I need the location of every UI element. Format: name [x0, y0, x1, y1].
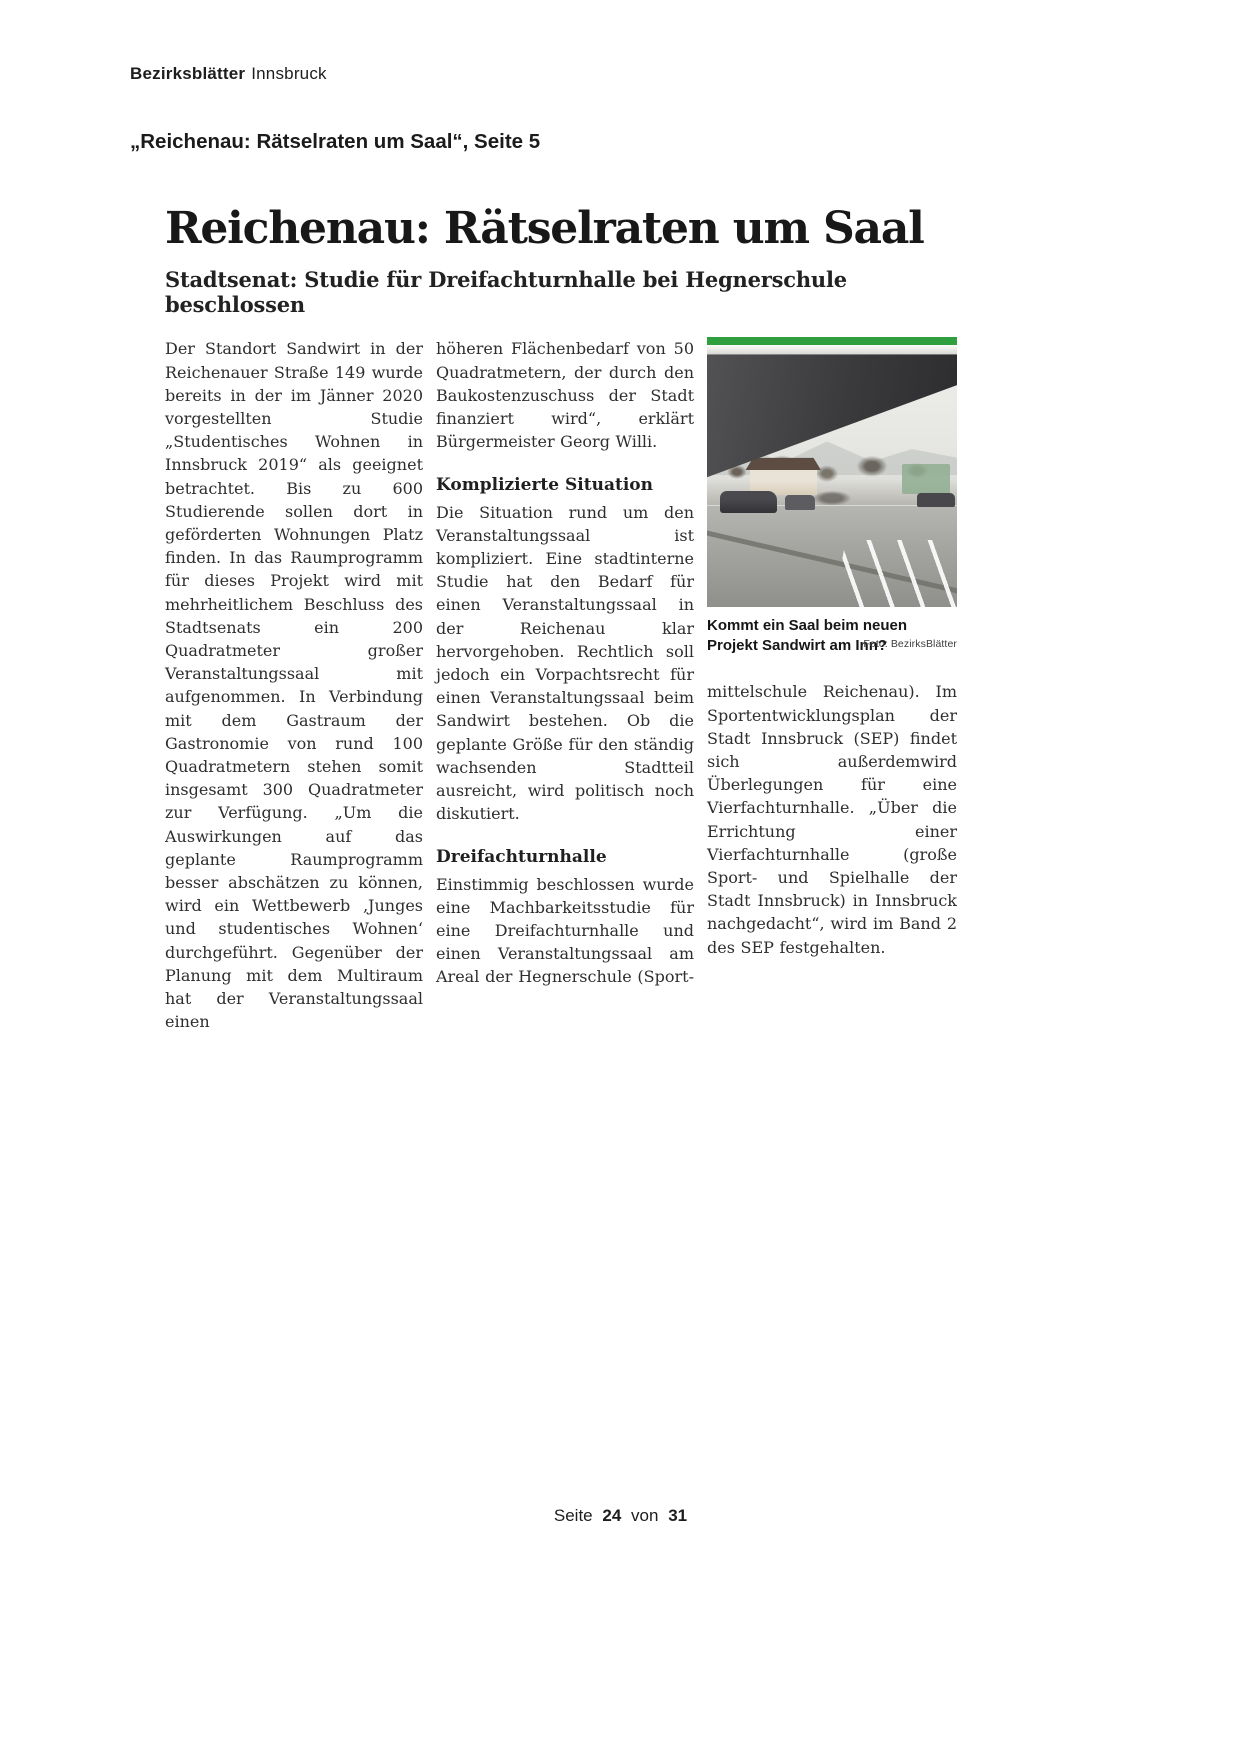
article-photo	[707, 337, 957, 607]
section-heading-dreifachturnhalle: Dreifachturnhalle	[436, 847, 607, 868]
article-headline: Reichenau: Rätselraten um Saal	[165, 203, 924, 254]
photo-parked-car	[785, 495, 815, 510]
publication-name: Bezirksblätter	[130, 64, 246, 83]
photo-caption	[707, 616, 957, 656]
footer-label-seite: Seite	[553, 1506, 593, 1525]
photo-parking-lines	[832, 540, 957, 608]
section-heading-komplizierte-situation: Komplizierte Situation	[436, 475, 653, 496]
photo-parked-car-right	[917, 493, 955, 508]
article-column-1	[165, 337, 423, 1033]
footer-label-von: von	[631, 1506, 659, 1525]
paragraph: Die Situation rund um den Veranstaltungssaal ist kompliziert. Eine stadtinterne Studie hat den Bedarf für einen Veranstaltungssaal in der Reichenau klar hervorgehoben. Rechtlich soll jedoch ein Vorpachtsrecht für einen Veranstaltungssaal beim Sandwirt bestehen. Ob die geplante Größe für den ständig wachsenden Stadtteil ausreicht, wird politisch noch diskutiert.	[436, 502, 694, 824]
paragraph: Der Standort Sandwirt in der Reichenauer Straße 149 wurde bereits in der im Jänner 2020 vorgestellten Studie „Studentisches Wohnen in Innsbruck 2019“ als geeignet betrachtet. Bis zu 600 Studierende sollen dort in geförderten Wohnungen Platz finden. In das Raumprogramm für dieses Projekt wird mit mehrheitlichem Beschluss des Stadtsenats ein 200 Quadratmeter großer Veranstaltungssaal mit aufgenommen. In Verbindung mit dem Gastraum der Gastronomie von rund 100 Quadratmetern stehen somit insgesamt 300 Quadratmeter zur Verfügung. „Um die Auswirkungen auf das geplante Raumprogramm besser abschätzen zu können, wird ein Wettbewerb ‚Junges und studentisches Wohnen‘ durchgeführt. Gegenüber der Planung mit dem Multiraum hat der Veranstaltungssaal einen	[165, 339, 423, 1032]
paragraph: mittelschule Reichenau). Im Sportentwicklungsplan der Stadt Innsbruck (SEP) findet sich außerdemwird Überlegungen für eine Vierfachturnhalle. „Über die Errichtung einer Vierfachturnhalle (große Sport- und Spielhalle der Stadt Innsbruck) in Innsbruck nachgedacht“, wird im Band 2 des SEP festgehalten.	[707, 682, 957, 957]
page-footer	[0, 1506, 1241, 1526]
photo-canopy-green-stripe	[707, 337, 957, 345]
paragraph: Einstimmig beschlossen wurde eine Machbarkeitsstudie für eine Dreifachturnhalle und einen Veranstaltungssaal am Areal der Hegnerschule (Sport-	[436, 874, 694, 987]
article-reference-line: „Reichenau: Rätselraten um Saal“, Seite 5	[130, 130, 541, 153]
photo-caption-text: Kommt ein Saal beim neuen Projekt Sandwirt am Inn?	[707, 617, 908, 655]
article-clipping	[165, 205, 957, 1033]
article-column-2	[436, 337, 694, 988]
article-columns	[165, 337, 957, 1033]
footer-current-page: 24	[602, 1506, 622, 1525]
article-column-3	[707, 337, 957, 958]
publication-edition: Innsbruck	[251, 64, 327, 83]
photo-canopy-fascia	[707, 345, 957, 354]
paragraph: höheren Flächenbedarf von 50 Quadratmetern, der durch den Baukostenzuschuss der Stadt finanziert wird“, erklärt Bürgermeister Georg Willi.	[436, 339, 694, 452]
photo-parked-suv	[720, 491, 778, 513]
photo-green-building	[902, 464, 950, 494]
document-header	[130, 64, 327, 84]
article-subheadline: Stadtsenat: Studie für Dreifachturnhalle bei Hegnerschule beschlossen	[165, 267, 847, 318]
footer-total-pages: 31	[668, 1506, 688, 1525]
photo-credit: Foto: BezirksBlätter	[863, 638, 957, 651]
